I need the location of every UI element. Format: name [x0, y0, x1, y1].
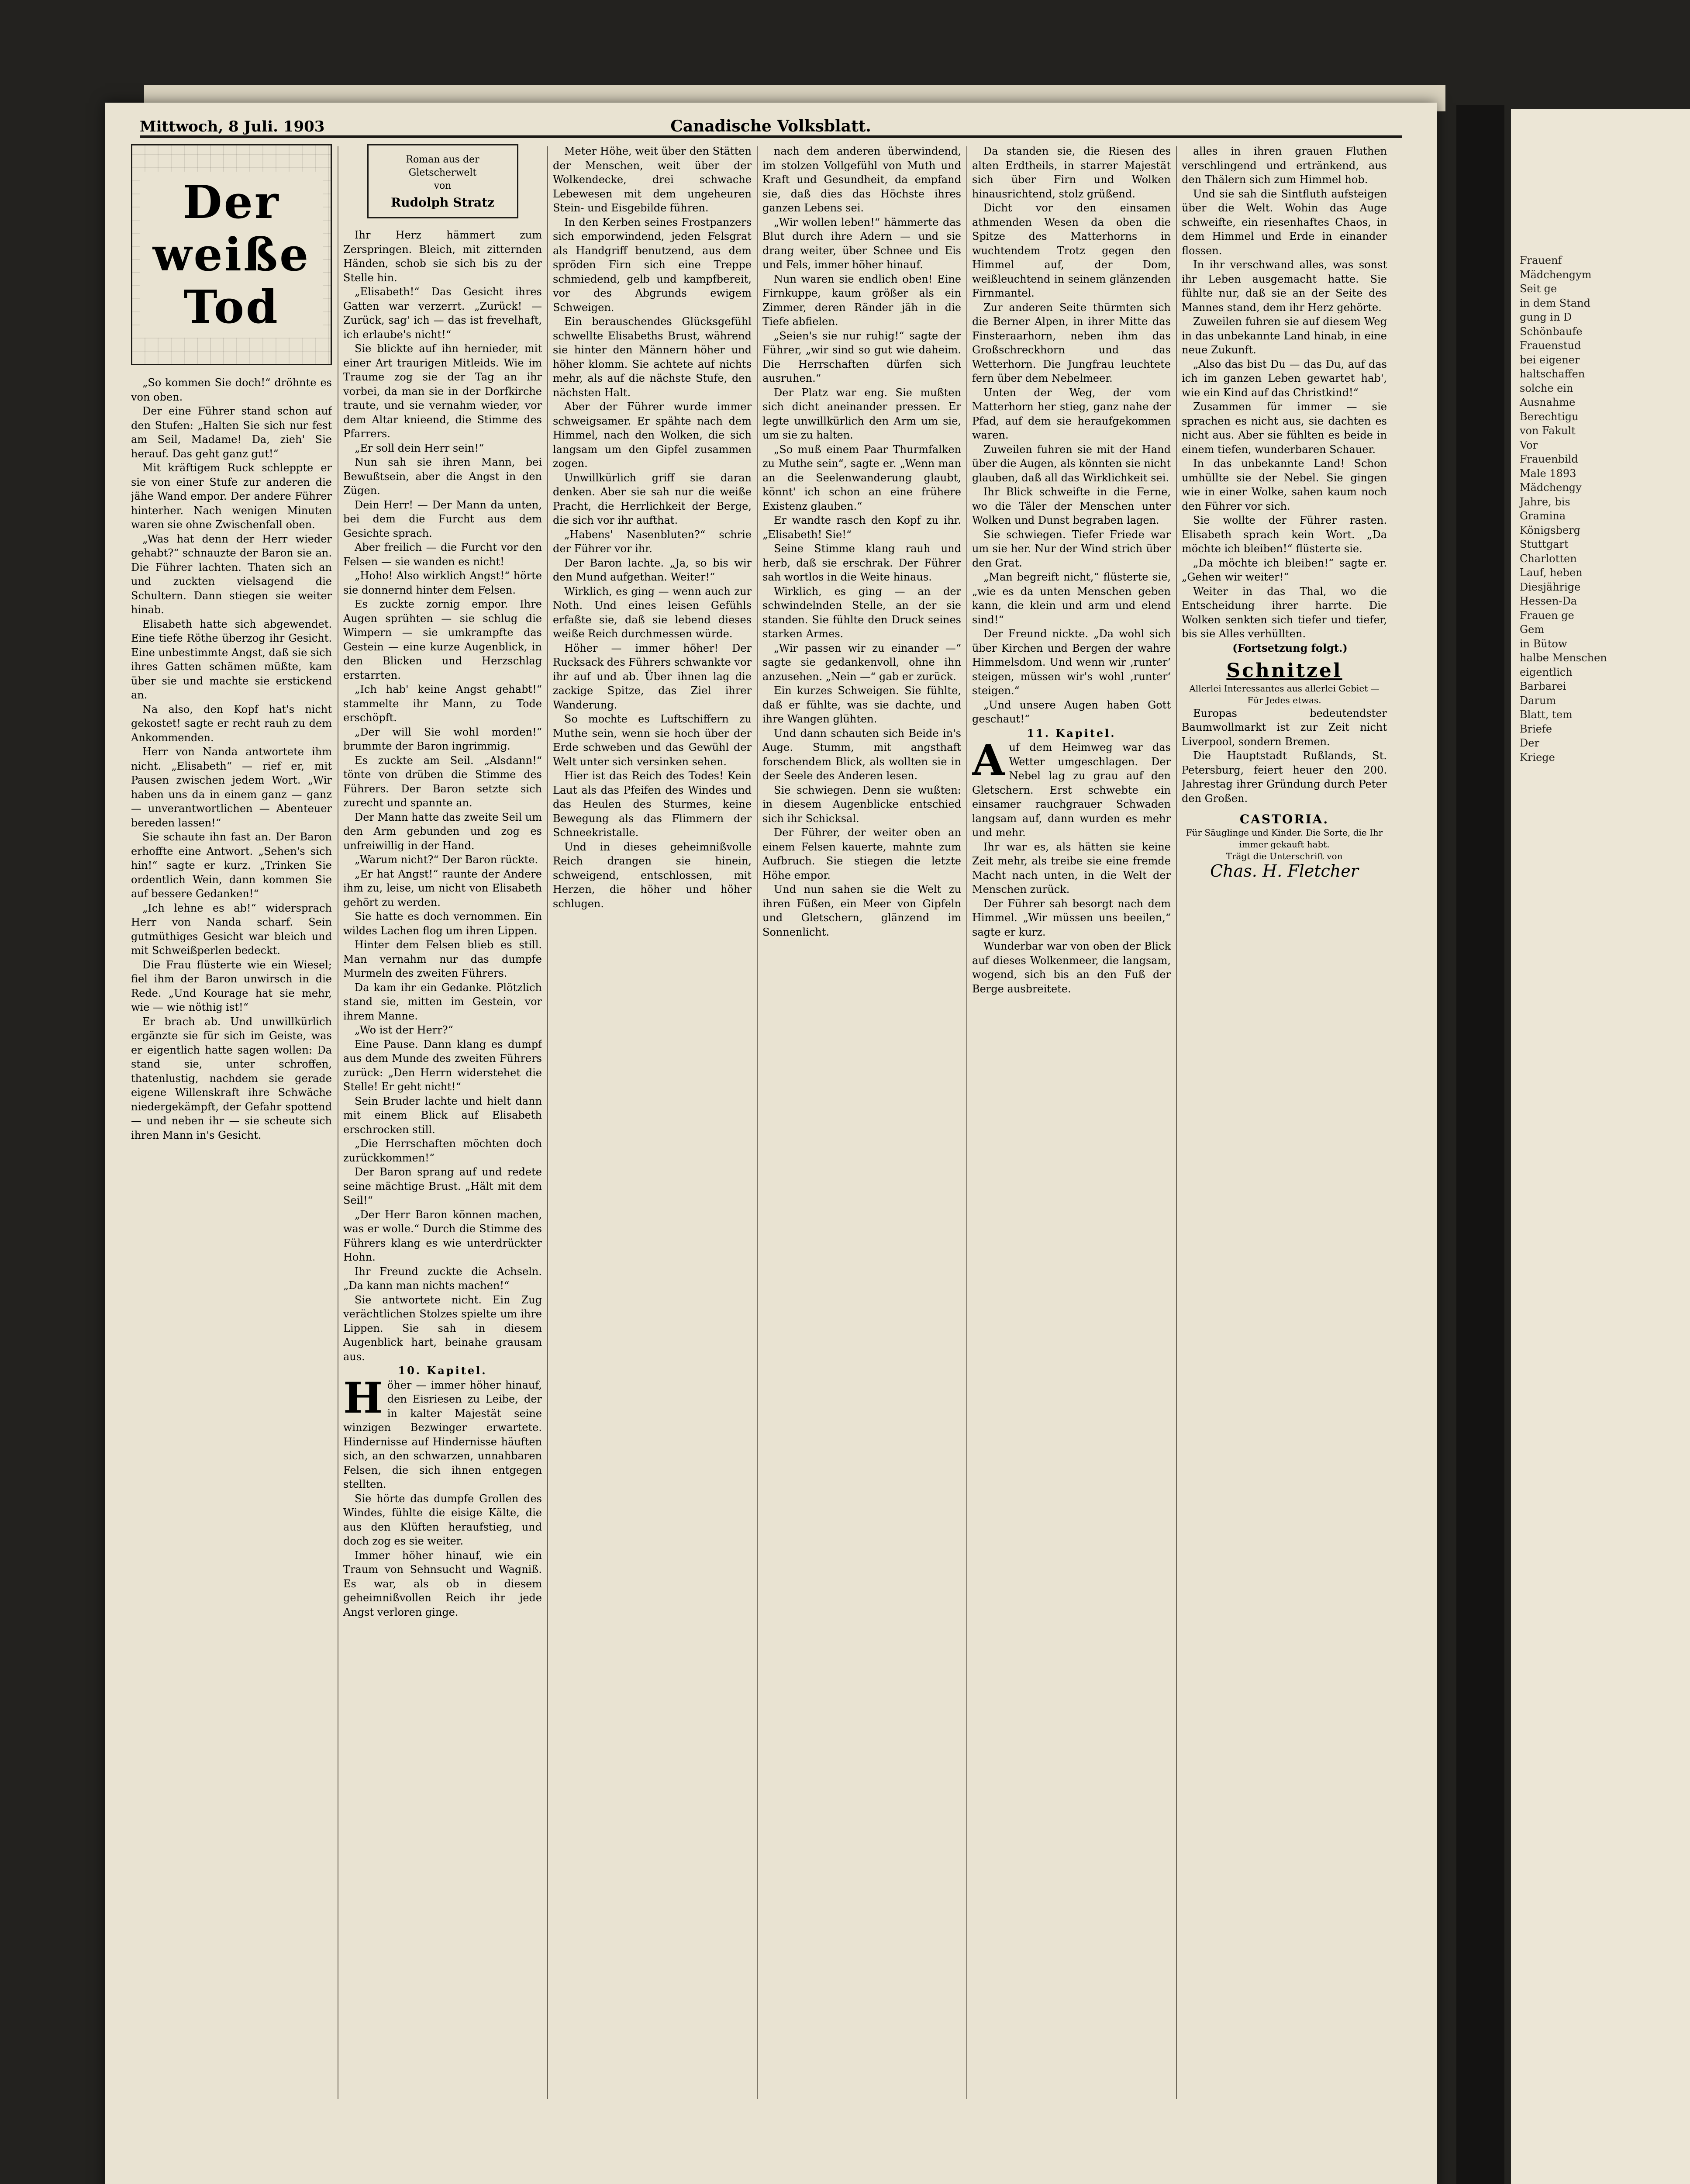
adjacent-page-line: Ausnahme: [1520, 396, 1576, 408]
paragraph: Zuweilen fuhren sie mit der Hand über die Augen, als könnten sie nicht glauben, daß all das Wirklichkeit sei.: [972, 443, 1171, 484]
paragraph: Es zuckte am Seil. „Alsdann!“ tönte von drüben die Stimme des Führers. Der Baron setzte sich zurecht und spannte an.: [343, 754, 542, 809]
chapter-heading: 11. Kapitel.: [1027, 726, 1116, 740]
adjacent-page-line: Schönbaufe: [1520, 325, 1583, 338]
paragraph: Der Baron lachte. „Ja, so bis wir den Mund aufgethan. Weiter!“: [553, 556, 752, 583]
paragraph: Zusammen für immer — sie sprachen es nicht aus, sie dachten es nicht aus. Aber sie fühlten es beide in einem tiefen, wunderbaren Schauer.: [1182, 401, 1387, 456]
column-2-chapter-text: [343, 1373, 542, 1620]
adjacent-page-line: Vor: [1520, 439, 1538, 451]
paragraph: So mochte es Luftschiffern zu Muthe sein, wenn sie hoch über der Erde schweben und das Gewühl der Welt unter sich versinken sehen.: [553, 713, 752, 768]
adjacent-page-line: Barbarei: [1520, 680, 1566, 692]
paragraph: Seine Stimme klang rauh und herb, daß sie erschrak. Der Führer sah wortlos in die Weite hinaus.: [762, 543, 961, 583]
paragraph: Hinter dem Felsen blieb es still. Man vernahm nur das dumpfe Murmeln des zweiten Führers.: [343, 939, 542, 979]
paragraph: Sie schaute ihn fast an. Der Baron erhoffte eine Antwort. „Sehen's sich hin!“ sagte er kurz. „Trinken Sie ordentlich Wein, dann kommen Sie auf bessere Gedanken!“: [131, 831, 332, 900]
paragraph: In das unbekannte Land! Schon umhüllte sie der Nebel. Sie gingen wie in einer Wolke, sahen kaum noch den Führer vor sich.: [1182, 457, 1387, 512]
paragraph: Ihr Blick schweifte in die Ferne, wo die Täler der Menschen unter Wolken und Dunst begraben lagen.: [972, 486, 1171, 526]
adjacent-page-line: Berechtigu: [1520, 410, 1579, 423]
paragraph: Sein Bruder lachte und hielt dann mit einem Blick auf Elisabeth erschrocken still.: [343, 1095, 542, 1136]
column-rule: [1176, 146, 1177, 2099]
paragraph: Er wandte rasch den Kopf zu ihr. „Elisabeth! Sie!“: [762, 514, 961, 541]
column-3-text: [553, 144, 752, 911]
adjacent-page-line: Frauenstud: [1520, 339, 1581, 352]
paragraph: „Was hat denn der Herr wieder gehabt?“ schnauzte der Baron sie an. Die Führer lachten. Thaten sich an und zuckten vielsagend die Schultern. Dann stiegen sie weiter hinab.: [131, 532, 332, 616]
adjacent-page-text: [1520, 253, 1681, 764]
adjacent-page-line: Darum: [1520, 694, 1556, 707]
adjacent-page-line: Kriege: [1520, 751, 1555, 764]
adjacent-page-line: Male 1893: [1520, 467, 1576, 480]
short-items: [1182, 706, 1387, 806]
paragraph: „Hoho! Also wirklich Angst!“ hörte sie donnernd hinter dem Felsen.: [343, 570, 542, 596]
paragraph: „Elisabeth!“ Das Gesicht ihres Gatten war verzerrt. „Zurück! — Zurück, sag' ich — das ist frevelhaft, ich erlaube's nicht!“: [343, 286, 542, 341]
paragraph: In ihr verschwand alles, was sonst ihr Leben ausgemacht hatte. Sie fühlte nur, daß sie an der Seite des Mannes stand, dem ihr Herz gehörte.: [1182, 259, 1387, 314]
paragraph: Zur anderen Seite thürmten sich die Berner Alpen, in ihrer Mitte das Finsteraarhorn, neben ihm das Großschreckhorn und das Wetterhorn. Die Jungfrau leuchtete fern über dem Nebelmeer.: [972, 301, 1171, 384]
adjacent-page-line: Gem: [1520, 623, 1545, 636]
paragraph: Unten der Weg, der vom Matterhorn her stieg, ganz nahe der Pfad, auf dem sie heraufgekommen waren.: [972, 386, 1171, 441]
paragraph: „Der Herr Baron können machen, was er wolle.“ Durch die Stimme des Führers klang es wie unterdrückter Hohn.: [343, 1208, 542, 1263]
column-6: [1182, 144, 1387, 2101]
adjacent-page-line: Seit ge: [1520, 283, 1557, 295]
paragraph: Die Frau flüsterte wie ein Wiesel; fiel ihm der Baron unwirsch in die Rede. „Und Kourage hat sie mehr, wie — wie nöthig ist!“: [131, 958, 332, 1013]
adjacent-page-line: halbe Menschen: [1520, 652, 1607, 664]
paragraph: Er brach ab. Und unwillkürlich ergänzte sie für sich im Geiste, was er eigentlich hatte sagen wollen: Da stand sie, unter schroffen, thatenlustig, nachdem sie gerade eigene Willenskraft ihre Schwäche niedergekämpft, der Gefahr spottend — und neben ihr — sie scheute sich ihren Mann in's Gesicht.: [131, 1015, 332, 1141]
paragraph: „Man begreift nicht,“ flüsterte sie, „wie es da unten Menschen geben kann, die klein und arm und elend sind!“: [972, 571, 1171, 626]
paragraph: „Und unsere Augen haben Gott geschaut!“: [972, 698, 1171, 725]
section-heading: Schnitzel: [1226, 660, 1342, 682]
paragraph: Ihr war es, als hätten sie keine Zeit mehr, als treibe sie eine fremde Macht nach unten, in die Welt der Menschen zurück.: [972, 840, 1171, 895]
paragraph: Nun waren sie endlich oben! Eine Firnkuppe, kaum größer als ein Zimmer, deren Ränder jäh in die Tiefe abfielen.: [762, 273, 961, 328]
paragraph: „Wir passen wir zu einander —“ sagte sie gedankenvoll, ohne ihn anzusehen. „Nein —“ gab er zurück.: [762, 642, 961, 683]
adjacent-page-line: Diesjährige: [1520, 581, 1581, 593]
paragraph: „Also das bist Du — das Du, auf das ich im ganzen Leben gewartet hab', wie ein Kind auf das Christkind!“: [1182, 358, 1387, 399]
paragraph: „Der will Sie wohl morden!“ brummte der Baron ingrimmig.: [343, 726, 542, 752]
paragraph: In den Kerben seines Frostpanzers sich emporwindend, jeden Felsgrat als Handgriff benutzend, aus dem spröden Firn sich eine Treppe schmiedend, gelb und kampfbereit, vor des Abgrunds ewigem Schweigen.: [553, 216, 752, 314]
title-line: weiße: [152, 228, 310, 281]
newspaper-title: Canadische Volksblatt.: [670, 117, 871, 135]
ad-signature: Chas. H. Fletcher: [1210, 861, 1359, 881]
adjacent-page-line: Der: [1520, 737, 1539, 749]
adjacent-page-line: Frauen ge: [1520, 609, 1574, 622]
paragraph: „Die Herrschaften möchten doch zurückkommen!“: [343, 1137, 542, 1164]
column-4-text: [762, 144, 961, 939]
paragraph: „Ich hab' keine Angst gehabt!“ stammelte ihr Mann, zu Tode erschöpft.: [343, 683, 542, 724]
to-be-continued: (Fortsetzung folgt.): [1232, 641, 1348, 654]
column-5-text: [972, 144, 1171, 726]
paragraph: Wirklich, es ging — wenn auch zur Noth. Und eines leisen Gefühls erfaßte sie, daß sie lebend dieses weiße Reich durchmessen würde.: [553, 585, 752, 640]
drop-cap: H: [343, 1373, 383, 1423]
paragraph: Die Hauptstadt Rußlands, St. Petersburg, feiert heuer den 200. Jahrestag ihrer Gründung durch Peter den Großen.: [1182, 750, 1387, 805]
paragraph: Der Freund nickte. „Da wohl sich über Kirchen und Bergen der wahre Himmelsdom. Und wenn wir ‚runter‘ steigen, müssen wir's wohl ‚runter‘ steigen.“: [972, 628, 1171, 697]
adjacent-page-line: Charlotten: [1520, 552, 1577, 565]
paragraph: Ein berauschendes Glücksgefühl schwellte Elisabeths Brust, während sie hinter den Männern höher und höher klomm. Sie achtete auf nichts mehr, als auf die nächste Stufe, den nächsten Halt.: [553, 315, 752, 399]
paragraph: Der eine Führer stand schon auf den Stufen: „Halten Sie sich nur fest am Seil, Madame! Da, zieh' Sie herauf. Das geht ganz gut!“: [131, 405, 332, 460]
paragraph: „So kommen Sie doch!“ dröhnte es von oben.: [131, 377, 332, 403]
adjacent-page-line: eigentlich: [1520, 666, 1573, 678]
paragraph: Weiter in das Thal, wo die Entscheidung ihrer harrte. Die Wolken senkten sich tiefer und tiefer, bis sie Alles verhüllten.: [1182, 585, 1387, 640]
paragraph: „Er hat Angst!“ raunte der Andere ihm zu, leise, um nicht von Elisabeth gehört zu werden.: [343, 867, 542, 909]
title-line: Tod: [183, 280, 279, 334]
paragraph: „So muß einem Paar Thurmfalken zu Muthe sein“, sagte er. „Wenn man an die Seelenwanderung glaubt, könnt' ich schon an eine frühere Existenz glauben.“: [762, 443, 961, 512]
ad-tagline: Für Säuglinge und Kinder. Die Sorte, die Ihr immer gekauft habt.: [1186, 827, 1383, 850]
paragraph: „Wo ist der Herr?“: [355, 1024, 453, 1036]
paragraph: nach dem anderen überwindend, im stolzen Vollgefühl von Muth und Kraft und Gesundheit, da empfand sie, daß dies das Höchste ihres ganzen Lebens sei.: [762, 145, 961, 214]
paragraph: Höher — immer höher! Der Rucksack des Führers schwankte vor ihr auf und ab. Über ihnen lag die zackige Spitze, das Ziel ihrer Wanderung.: [553, 642, 752, 711]
paragraph: Und sie sah die Sintfluth aufsteigen über die Welt. Wohin das Auge schweifte, ein riesenhaftes Chaos, in dem Himmel und Erde in einander flossen.: [1182, 187, 1387, 257]
paragraph: Wirklich, es ging — an der schwindelnden Stelle, an der sie standen. Sie fühlte den Druck seines starken Armes.: [762, 585, 961, 640]
paragraph: Elisabeth hatte sich abgewendet. Eine tiefe Röthe überzog ihr Gesicht. Eine unbestimmte Angst, daß sie sich ihres Gatten schämen müßte, kam über sie und machte sie erstickend an.: [131, 618, 332, 701]
paragraph: Der Baron sprang auf und redete seine mächtige Brust. „Hält mit dem Seil!“: [343, 1166, 542, 1206]
paragraph: Da kam ihr ein Gedanke. Plötzlich stand sie, mitten im Gestein, vor ihrem Manne.: [343, 981, 542, 1022]
adjacent-page-line: Gramina: [1520, 510, 1566, 522]
paragraph: „Warum nicht?“ Der Baron rückte.: [355, 854, 538, 866]
adjacent-page-line: Stuttgart: [1520, 538, 1569, 550]
paragraph: Sie hörte das dumpfe Grollen des Windes, fühlte die eisige Kälte, die aus den Klüften heraufstieg, und doch zog es sie weiter.: [343, 1492, 542, 1547]
ad-label: Trägt die Unterschrift von: [1226, 850, 1343, 861]
paragraph: „Ich lehne es ab!“ widersprach Herr von Nanda scharf. Sein gutmüthiges Gesicht war bleich und mit Schweißperlen bedeckt.: [131, 902, 332, 957]
paragraph: Höher — immer höher hinauf, den Eisriesen zu Leibe, der in kalter Majestät seine winzigen Bezwinger erwartete. Hindernisse auf Hindernisse häuften sich, an den schwarzen, unnahbaren Felsen, die sich ihnen entgegen stellten.: [343, 1373, 542, 1490]
adjacent-page-line: in dem Stand: [1520, 297, 1590, 309]
column-rule: [966, 146, 967, 2099]
paragraph: Dicht vor den einsamen athmenden Wesen da oben die Spitze des Matterhorns in wuchtendem Trotz gegen den Himmel auf, der Dom, weißleuchtend in seinem glänzenden Firnmantel.: [972, 202, 1171, 299]
chapter-heading: 10. Kapitel.: [398, 1364, 487, 1377]
adjacent-page-line: Königsberg: [1520, 524, 1580, 536]
column-rule: [547, 146, 548, 2099]
paragraph: Ihr Herz hämmert zum Zerspringen. Bleich, mit zitternden Händen, schob sie sich bis zu der Stelle hin.: [343, 229, 542, 284]
adjacent-page-line: in Bütow: [1520, 637, 1567, 650]
paragraph: Sie wollte der Führer rasten. Elisabeth sprach kein Wort. „Da möchte ich bleiben!“ flüsterte sie.: [1182, 514, 1387, 555]
paragraph: Aber freilich — die Furcht vor den Felsen — sie wanden es nicht!: [343, 541, 542, 568]
feuilleton-title-box: [131, 144, 332, 365]
paragraph: Und nun sahen sie die Welt zu ihren Füßen, ein Meer von Gipfeln und Gletschern, glänzend im Sonnenlicht.: [762, 883, 961, 938]
paragraph: Sie schwiegen. Denn sie wußten: in diesem Augenblicke entschied sich ihr Schicksal.: [762, 784, 961, 825]
adjacent-page-line: Briefe: [1520, 722, 1552, 735]
feuilleton-title: [140, 172, 323, 338]
column-2-text: [343, 228, 542, 1364]
paragraph: Da standen sie, die Riesen des alten Erdtheils, in starrer Majestät sich über Firn und Wolken hinausrichtend, stolz grüßend.: [972, 145, 1171, 200]
paragraph: Wunderbar war von oben der Blick auf dieses Wolkenmeer, die langsam, wogend, sich bis an den Fuß der Berge ausbreitete.: [972, 940, 1171, 995]
issue-date: Mittwoch, 8 Juli. 1903: [140, 118, 325, 135]
adjacent-page-line: solche ein: [1520, 382, 1573, 394]
adjacent-page-line: Lauf, heben: [1520, 567, 1583, 579]
column-2: [343, 144, 542, 2101]
paragraph: „Da möchte ich bleiben!“ sagte er. „Gehen wir weiter!“: [1182, 556, 1387, 583]
title-line: Der: [183, 175, 280, 229]
page-header: [140, 109, 1402, 138]
adjacent-page-line: Jahre, bis: [1520, 495, 1570, 508]
subtitle-box: [367, 144, 518, 218]
paragraph: Immer höher hinauf, wie ein Traum von Sehnsucht und Wagniß. Es war, als ob in diesem geheimnißvollen Reich ihr jede Angst verloren ginge.: [343, 1549, 542, 1618]
subtitle: Roman aus der Gletscherwelt: [406, 154, 479, 178]
paragraph: Hier ist das Reich des Todes! Kein Laut als das Pfeifen des Windes und das Heulen des Sturmes, keine Bewegung als das Flimmern der Schneekristalle.: [553, 770, 752, 839]
adjacent-page-line: gung in D: [1520, 311, 1572, 323]
column-1-text: [131, 376, 332, 1142]
column-4: [762, 144, 961, 2101]
paragraph: Aber der Führer wurde immer schweigsamer. Er spähte nach dem Himmel, nach den Wolken, die sich langsam um den Gipfel zusammen zogen.: [553, 401, 752, 470]
paragraph: Und dann schauten sich Beide in's Auge. Stumm, mit angsthaft forschendem Blick, als wollten sie in der Seele des Anderen lesen.: [762, 727, 961, 782]
adjacent-page-line: von Fakult: [1520, 425, 1576, 437]
paragraph: Auf dem Heimweg war das Wetter umgeschlagen. Der Nebel lag zu grau auf den Gletschern. Erst schwebte ein einsamer rauchgrauer Schwaden langsam auf, dann wurden es mehr und mehr.: [972, 736, 1171, 839]
column-6-text: [1182, 144, 1387, 641]
paragraph: Es zuckte zornig empor. Ihre Augen sprühten — sie schlug die Wimpern — sie umkrampfte das Gestein — eine kurze Augenblick, in den Blicken und Herzschlag erstarrten.: [343, 598, 542, 681]
paragraph: „Er soll dein Herr sein!“: [355, 442, 484, 454]
column-5-chapter-text: [972, 736, 1171, 996]
paragraph: Europas bedeutendster Baumwollmarkt ist zur Zeit nicht Liverpool, sondern Bremen.: [1182, 707, 1387, 748]
drop-cap: A: [972, 736, 1005, 785]
paragraph: alles in ihren grauen Fluthen verschlingend und ertränkend, aus den Thälern sich zum Himmel hob.: [1182, 145, 1387, 186]
paragraph: Sie blickte auf ihn hernieder, mit einer Art traurigen Mitleids. Wie im Traume zog sie der Tag an ihr vorbei, da man sie in der Dorfkirche traute, und sie vernahm wieder, vor dem Altar knieend, die Stimme des Pfarrers.: [343, 342, 542, 440]
adjacent-page-line: Frauenbild: [1520, 453, 1578, 465]
paragraph: Herr von Nanda antwortete ihm nicht. „Elisabeth“ — rief er, mit Pausen zwischen jedem Wort. „Wir haben uns da in einem ganz — ganz — unverantwortlichen — Abenteuer bereden lassen!“: [131, 746, 332, 829]
adjacent-page-line: Hessen-Da: [1520, 595, 1577, 607]
paragraph: Mit kräftigem Ruck schleppte er sie von einer Stufe zur anderen die jähe Wand empor. Der andere Führer hinterher. Nach wenigen Minuten waren sie ohne Zwischenfall oben.: [131, 462, 332, 531]
adjacent-page-line: Mädchengym: [1520, 268, 1592, 281]
paragraph: Dein Herr! — Der Mann da unten, bei dem die Furcht aus dem Gesichte sprach.: [343, 498, 542, 539]
book-binding: [1456, 105, 1504, 2184]
castoria-advertisement: [1182, 812, 1387, 881]
ad-brand: CASTORIA.: [1239, 812, 1329, 826]
paragraph: Ihr Freund zuckte die Achseln. „Da kann man nichts machen!“: [343, 1265, 542, 1292]
adjacent-page: [1511, 109, 1690, 2184]
adjacent-page-line: Blatt, tem: [1520, 708, 1573, 721]
paragraph: Unwillkürlich griff sie daran denken. Aber sie sah nur die weiße Pracht, die Herrlichkeit der Berge, die sich vor ihr aufthat.: [553, 471, 752, 526]
paragraph: Meter Höhe, weit über den Stätten der Menschen, weit über der Wolkendecke, drei schwache Lebewesen mit dem ungeheuren Stein- und Eisgebilde führen.: [553, 145, 752, 214]
paragraph: Zuweilen fuhren sie auf diesem Weg in das unbekannte Land hinab, in eine neue Zukunft.: [1182, 315, 1387, 356]
paragraph: Der Platz war eng. Sie mußten sich dicht aneinander pressen. Er legte unwillkürlich den Arm um sie, um sie zu halten.: [762, 386, 961, 441]
section-subheading: Allerlei Interessantes aus allerlei Gebiet — Für Jedes etwas.: [1189, 683, 1380, 705]
byline-von: von: [434, 180, 452, 191]
author-name: Rudolph Stratz: [390, 195, 495, 210]
column-rule: [757, 146, 758, 2099]
paragraph: Der Führer sah besorgt nach dem Himmel. „Wir müssen uns beeilen,“ sagte er kurz.: [972, 897, 1171, 938]
paragraph: Sie hatte es doch vernommen. Ein wildes Lachen flog um ihren Lippen.: [343, 910, 542, 937]
page-content: [105, 0, 1437, 2184]
paragraph: „Seien's sie nur ruhig!“ sagte der Führer, „wir sind so gut wie daheim. Die Herrschaften dürfen sich ausruhen.“: [762, 329, 961, 384]
adjacent-page-line: Mädchengy: [1520, 481, 1582, 494]
paragraph: „Wir wollen leben!“ hämmerte das Blut durch ihre Adern — und sie drang weiter, über Schnee und Eis und Fels, immer höher hinauf.: [762, 216, 961, 271]
column-3: [553, 144, 752, 2101]
adjacent-page-line: Frauenf: [1520, 254, 1562, 266]
column-5: [972, 144, 1171, 2101]
paragraph: Nun sah sie ihren Mann, bei Bewußtsein, aber die Angst in den Zügen.: [343, 456, 542, 497]
adjacent-page-line: bei eigener: [1520, 353, 1580, 366]
paragraph: Sie antwortete nicht. Ein Zug verächtlichen Stolzes spielte um ihre Lippen. Sie sah in diesem Augenblick hart, beinahe grausam aus.: [343, 1293, 542, 1363]
column-1: [131, 144, 332, 2101]
adjacent-page-line: haltschaffen: [1520, 368, 1585, 380]
paragraph: „Habens' Nasenbluten?“ schrie der Führer vor ihr.: [553, 528, 752, 555]
paragraph: Der Führer, der weiter oben an einem Felsen kauerte, mahnte zum Aufbruch. Sie stiegen die letzte Höhe empor.: [762, 826, 961, 881]
paragraph: Und in dieses geheimnißvolle Reich drangen sie hinein, schweigend, entschlossen, mit Herzen, die höher und höher schlugen.: [553, 840, 752, 910]
paragraph: Na also, den Kopf hat's nicht gekostet! sagte er recht rauh zu dem Ankommenden.: [131, 703, 332, 744]
paragraph: Der Mann hatte das zweite Seil um den Arm gebunden und zog es unfreiwillig in der Hand.: [343, 811, 542, 852]
paragraph: Sie schwiegen. Tiefer Friede war um sie her. Nur der Wind strich über den Grat.: [972, 528, 1171, 569]
paragraph: Eine Pause. Dann klang es dumpf aus dem Munde des zweiten Führers zurück: „Den Herrn widerstehet die Stelle! Er geht nicht!“: [343, 1038, 542, 1093]
paragraph: Ein kurzes Schweigen. Sie fühlte, daß er fühlte, was sie dachte, und ihre Wangen glühten.: [762, 684, 961, 725]
